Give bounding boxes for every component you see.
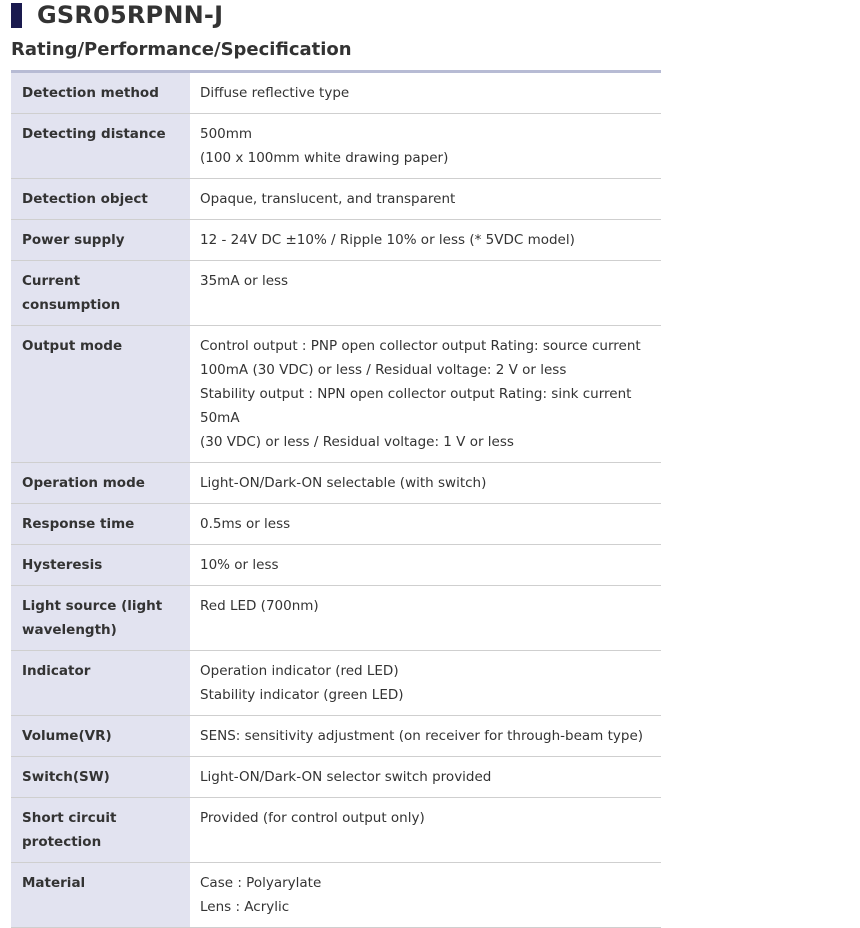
spec-label: Volume(VR) — [11, 716, 190, 757]
spec-value — [190, 114, 661, 179]
spec-row — [11, 504, 661, 545]
spec-value-line: Opaque, translucent, and transparent — [200, 191, 456, 207]
page-title: GSR05RPNN-J — [37, 1, 224, 29]
spec-value-line: 12 - 24V DC ±10% / Ripple 10% or less (* 5VDC model) — [200, 232, 575, 248]
spec-table-body — [11, 73, 661, 928]
spec-value-line: Light-ON/Dark-ON selectable (with switch) — [200, 475, 487, 491]
spec-row — [11, 326, 661, 463]
spec-label: Operation mode — [11, 463, 190, 504]
spec-table — [11, 73, 661, 928]
spec-label: Response time — [11, 504, 190, 545]
spec-row — [11, 261, 661, 326]
spec-value-line: Diffuse reflective type — [200, 85, 350, 101]
spec-row — [11, 114, 661, 179]
spec-label: Detection method — [11, 73, 190, 114]
spec-row — [11, 179, 661, 220]
spec-label: Power supply — [11, 220, 190, 261]
spec-value — [190, 504, 661, 545]
spec-label: Material — [11, 863, 190, 928]
spec-value — [190, 716, 661, 757]
spec-value-line: Red LED (700nm) — [200, 598, 319, 614]
spec-row — [11, 545, 661, 586]
spec-label: Detecting distance — [11, 114, 190, 179]
spec-label: Output mode — [11, 326, 190, 463]
spec-label: Current consumption — [11, 261, 190, 326]
spec-value-line: (100 x 100mm white drawing paper) — [200, 150, 449, 166]
spec-value — [190, 545, 661, 586]
spec-label: Short circuit protection — [11, 798, 190, 863]
spec-value-line: Stability output : NPN open collector output Rating: sink current 50mA — [200, 386, 632, 426]
spec-value-line: Provided (for control output only) — [200, 810, 425, 826]
spec-value-line: Stability indicator (green LED) — [200, 687, 404, 703]
spec-label: Light source (light wavelength) — [11, 586, 190, 651]
spec-value — [190, 326, 661, 463]
spec-row — [11, 220, 661, 261]
spec-value-line: 500mm — [200, 126, 253, 142]
spec-value — [190, 261, 661, 326]
spec-value-line: SENS: sensitivity adjustment (on receiver for through-beam type) — [200, 728, 644, 744]
spec-value — [190, 463, 661, 504]
spec-label: Switch(SW) — [11, 757, 190, 798]
spec-value-line: 10% or less — [200, 557, 279, 573]
spec-value-line: Lens : Acrylic — [200, 899, 290, 915]
spec-value — [190, 863, 661, 928]
spec-value-line: Operation indicator (red LED) — [200, 663, 399, 679]
title-marker — [11, 3, 22, 28]
spec-row — [11, 798, 661, 863]
spec-value — [190, 798, 661, 863]
spec-row — [11, 863, 661, 928]
spec-value-line: 0.5ms or less — [200, 516, 291, 532]
spec-label: Hysteresis — [11, 545, 190, 586]
spec-row — [11, 463, 661, 504]
spec-value-line: Control output : PNP open collector output Rating: source current — [200, 338, 641, 354]
spec-value-line: Light-ON/Dark-ON selector switch provided — [200, 769, 492, 785]
spec-value — [190, 220, 661, 261]
spec-value-line: (30 VDC) or less / Residual voltage: 1 V or less — [200, 434, 514, 450]
spec-value — [190, 757, 661, 798]
spec-label: Indicator — [11, 651, 190, 716]
spec-value — [190, 179, 661, 220]
spec-value — [190, 73, 661, 114]
spec-label: Detection object — [11, 179, 190, 220]
spec-value — [190, 651, 661, 716]
spec-row — [11, 73, 661, 114]
section-heading: Rating/Performance/Specification — [11, 39, 352, 60]
spec-row — [11, 586, 661, 651]
spec-value-line: 100mA (30 VDC) or less / Residual voltage: 2 V or less — [200, 362, 567, 378]
spec-value-line: 35mA or less — [200, 273, 289, 289]
spec-value-line: Case : Polyarylate — [200, 875, 322, 891]
spec-row — [11, 757, 661, 798]
spec-value — [190, 586, 661, 651]
spec-row — [11, 716, 661, 757]
spec-row — [11, 651, 661, 716]
